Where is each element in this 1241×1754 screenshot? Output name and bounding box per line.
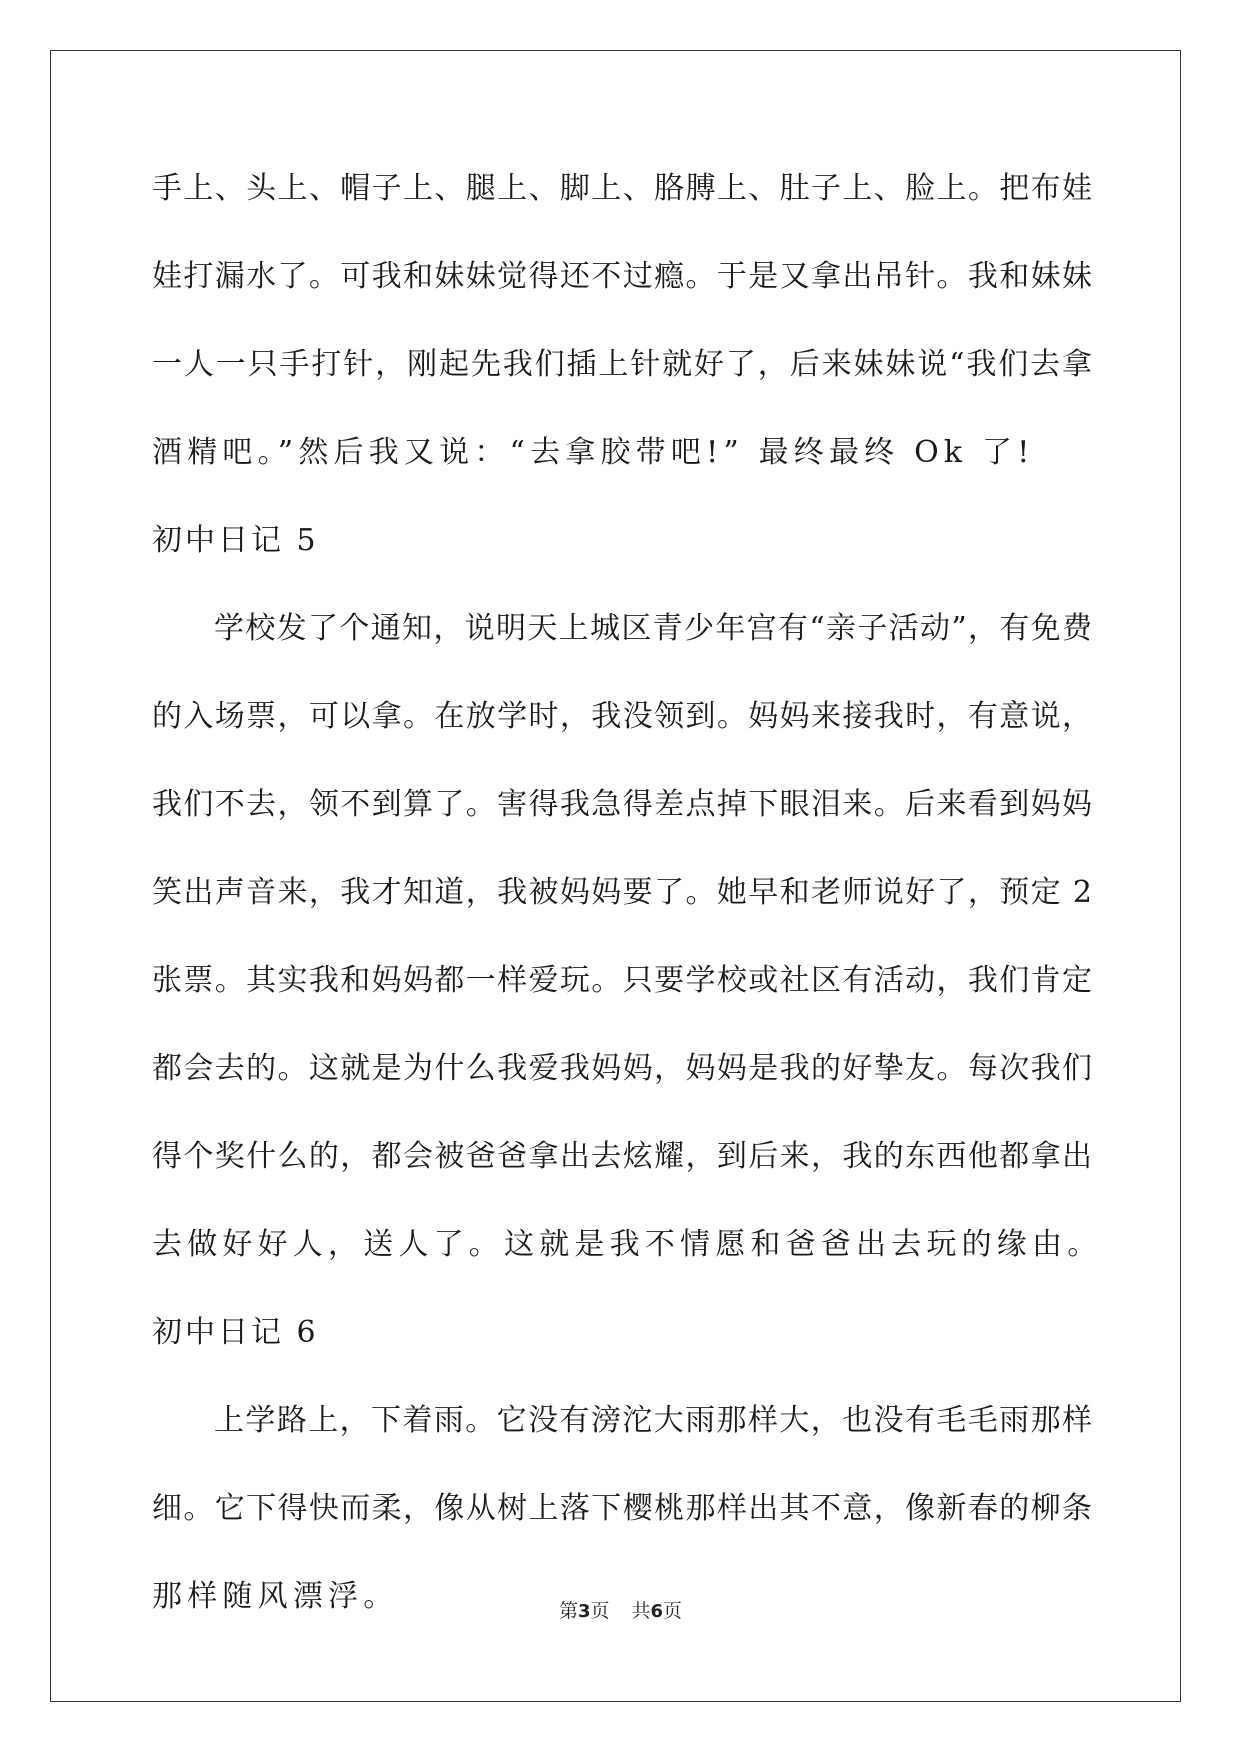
section-heading: 初中日记 5: [152, 523, 319, 558]
text-line: 去做好好人，送人了。这就是我不情愿和爸爸出去玩的缘由。: [152, 1227, 1103, 1262]
text-line: 得个奖什么的，都会被爸爸拿出去炫耀，到后来，我的东西他都拿出: [152, 1139, 1092, 1174]
paragraph-first-line: 学校发了个通知，说明天上城区青少年宫有“亲子活动”，有免费: [214, 611, 1092, 646]
text-line: 张票。其实我和妈妈都一样爱玩。只要学校或社区有活动，我们肯定: [152, 963, 1092, 998]
text-line: 那样随风漂浮。: [152, 1579, 399, 1614]
text-line: 手上、头上、帽子上、腿上、脚上、胳膊上、肚子上、脸上。把布娃: [152, 171, 1092, 206]
text-line: 一人一只手打针，刚起先我们插上针就好了，后来妹妹说“我们去拿: [152, 347, 1092, 382]
page-number: 3: [577, 1601, 591, 1622]
section-heading: 初中日记 6: [152, 1315, 319, 1350]
total-prefix: 共: [631, 1600, 651, 1622]
text-line: 都会去的。这就是为什么我爱我妈妈，妈妈是我的好挚友。每次我们: [152, 1051, 1092, 1086]
text-line: 我们不去，领不到算了。害得我急得差点掉下眼泪来。后来看到妈妈: [152, 787, 1092, 822]
total-suffix: 页: [663, 1600, 683, 1622]
text-line: 笑出声音来，我才知道，我被妈妈要了。她早和老师说好了，预定 2: [152, 875, 1092, 910]
text-line: 的入场票，可以拿。在放学时，我没领到。妈妈来接我时，有意说，: [152, 699, 1092, 734]
text-line: 娃打漏水了。可我和妹妹觉得还不过瘾。于是又拿出吊针。我和妹妹: [152, 259, 1092, 294]
page-footer: [0, 1596, 1241, 1623]
page-suffix: 页: [590, 1600, 610, 1622]
document-body: [152, 160, 1103, 1656]
text-line: 酒精吧。”然后我又说：“去拿胶带吧!” 最终最终 Ok 了!: [152, 435, 1035, 470]
page-prefix: 第: [558, 1600, 578, 1622]
total-pages: 6: [650, 1601, 664, 1622]
text-line: 细。它下得快而柔，像从树上落下樱桃那样出其不意，像新春的柳条: [152, 1491, 1092, 1526]
paragraph-first-line: 上学路上，下着雨。它没有滂沱大雨那样大，也没有毛毛雨那样: [214, 1403, 1092, 1438]
